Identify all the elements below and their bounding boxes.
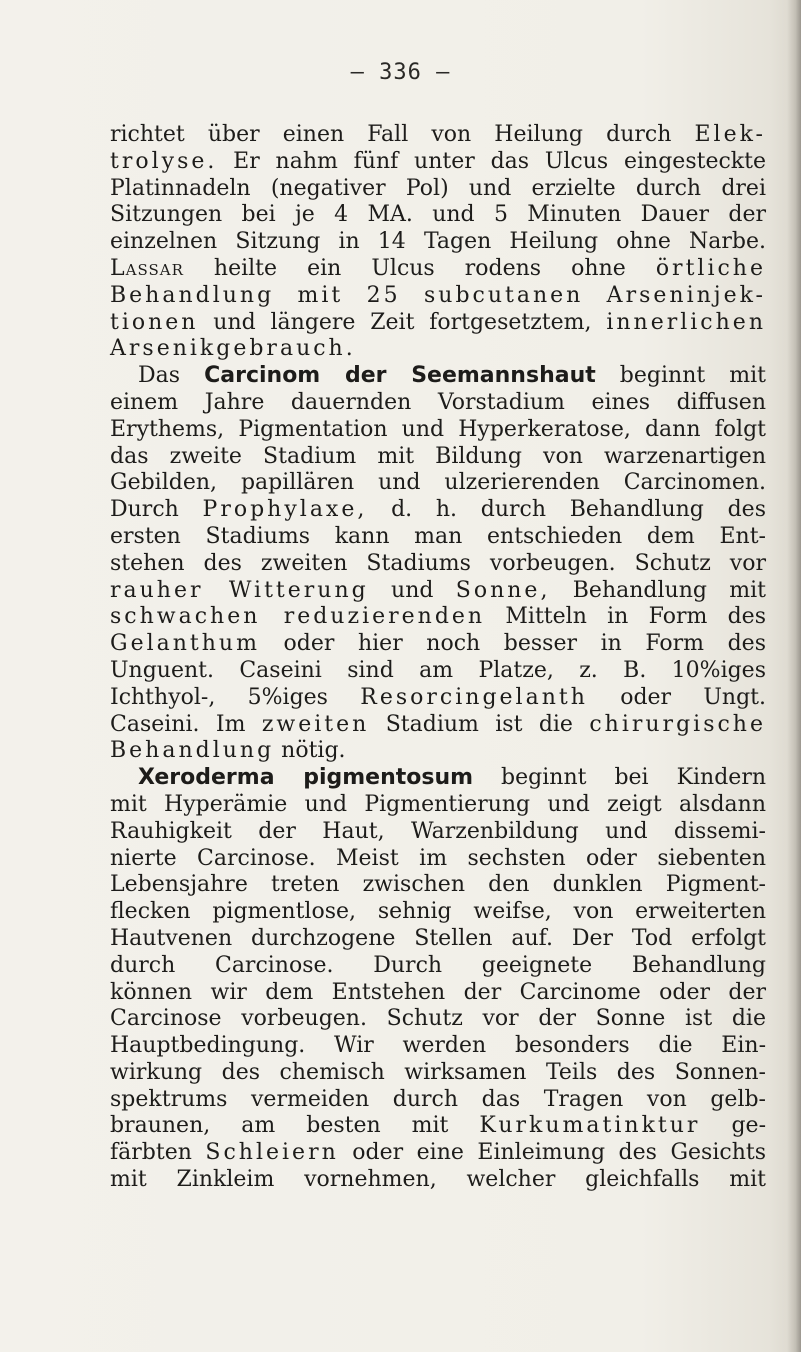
text-run: Behandlung mit	[550, 577, 766, 603]
text-run: einem Jahre dauernden Vorstadium eines diffusen	[110, 389, 766, 415]
text-line	[110, 363, 766, 390]
text-line	[110, 1167, 766, 1194]
text-run: Das	[138, 363, 205, 389]
text-run: Rauhigkeit der Haut, Warzenbildung und dissemi-	[110, 818, 766, 844]
page-number: — 336 —	[350, 60, 451, 85]
text-run: beginnt bei Kindern	[473, 765, 766, 791]
text-line	[110, 1140, 766, 1167]
spaced-emphasis: Schleiern	[205, 1140, 339, 1166]
text-run: ge-	[700, 1113, 766, 1139]
spaced-emphasis: rauher Witterung	[110, 577, 369, 603]
text-run: mit Hyperämie und Pigmentierung und zeigt alsdann	[110, 791, 766, 817]
text-line	[110, 551, 766, 578]
text-run: durch Carcinose. Durch geeignete Behandlung	[110, 952, 766, 978]
text-line	[110, 846, 766, 873]
spaced-emphasis: Gelanthum	[110, 631, 260, 657]
text-run: einzelnen Sitzung in 14 Tagen Heilung ohne Narbe.	[110, 229, 766, 255]
spaced-emphasis: zweiten	[261, 711, 370, 737]
spaced-emphasis: Elek-	[694, 122, 766, 147]
text-line	[110, 497, 766, 524]
text-run: Hauptbedingung. Wir werden besonders die Ein-	[110, 1033, 766, 1059]
text-line	[110, 926, 766, 953]
text-run: nierte Carcinose. Meist im sechsten oder siebenten	[110, 845, 766, 871]
bold-term: Xeroderma pigmentosum	[138, 765, 474, 791]
text-line	[110, 1113, 766, 1140]
text-run: oder hier noch besser in Form des	[259, 631, 766, 657]
text-run: ersten Stadiums kann man entschieden dem Ent-	[110, 523, 766, 549]
text-line	[110, 417, 766, 444]
spaced-emphasis: Behandlung mit 25 subcutanen Arseninjek-	[110, 282, 766, 308]
spaced-emphasis: tionen	[110, 309, 199, 335]
text-run: mit Zinkleim vornehmen, welcher gleichfalls mit	[110, 1167, 766, 1193]
spaced-emphasis: trolyse.	[110, 148, 218, 174]
text-run: spektrums vermeiden durch das Tragen von gelb-	[110, 1086, 766, 1112]
bold-term: Carcinom der Seemannshaut	[204, 363, 596, 389]
text-line	[110, 1060, 766, 1087]
text-run: Gebilden, papillären und ulzerierenden Carcinomen.	[110, 470, 766, 496]
text-run: Mitteln in Form des	[485, 604, 766, 630]
text-line	[110, 256, 766, 283]
text-run: Durch	[110, 497, 203, 523]
text-run: Unguent. Caseini sind am Platze, z. B. 10%iges	[110, 657, 766, 683]
text-run: flecken pigmentlose, sehnig weifse, von erweiterten	[110, 899, 766, 925]
text-line	[110, 685, 766, 712]
text-run: Carcinose vorbeugen. Schutz vor der Sonne ist die	[110, 1006, 766, 1032]
text-line	[110, 792, 766, 819]
spaced-emphasis: innerlichen	[606, 309, 766, 335]
text-run: beginnt mit	[595, 363, 766, 389]
spaced-emphasis: chirurgische	[589, 711, 766, 737]
text-line	[110, 765, 766, 792]
text-run: Hautvenen durchzogene Stellen auf. Der Tod erfolgt	[110, 925, 766, 951]
text-line	[110, 712, 766, 739]
text-run: heilte ein Ulcus rodens ohne	[183, 255, 656, 281]
text-run: Caseini. Im	[110, 711, 262, 737]
text-run: Platinnadeln (negativer Pol) und erzielte durch drei	[110, 175, 766, 201]
spaced-emphasis: Prophylaxe,	[202, 497, 368, 523]
text-run: Sitzungen bei je 4 MA. und 5 Minuten Dauer der	[110, 202, 766, 228]
text-line	[110, 819, 766, 846]
text-line	[110, 176, 766, 203]
text-line	[110, 202, 766, 229]
text-line	[110, 578, 766, 605]
spaced-emphasis: Resorcingelanth	[360, 684, 588, 710]
text-line	[110, 149, 766, 176]
spaced-emphasis: Behandlung	[110, 738, 275, 764]
text-run: Ichthyol-, 5%iges	[110, 684, 361, 710]
spaced-emphasis: Arsenikgebrauch.	[110, 336, 356, 362]
text-line	[110, 631, 766, 658]
spaced-emphasis: Kurkumatinktur	[479, 1113, 701, 1139]
text-line	[110, 524, 766, 551]
text-line	[110, 390, 766, 417]
text-run: und	[368, 577, 456, 603]
text-run: Stadium ist die	[369, 711, 590, 737]
text-line	[110, 658, 766, 685]
author-name: Lassar	[110, 255, 184, 281]
page-edge-shadow	[787, 0, 801, 1352]
text-line	[110, 229, 766, 256]
text-line	[110, 899, 766, 926]
text-line	[110, 310, 766, 337]
text-run: Erythems, Pigmentation und Hyperkeratose, dann folgt	[110, 416, 766, 442]
text-line	[110, 1033, 766, 1060]
spaced-emphasis: örtliche	[655, 255, 766, 281]
text-line	[110, 980, 766, 1007]
text-line	[110, 1006, 766, 1033]
text-line	[110, 953, 766, 980]
spaced-emphasis: schwachen reduzierenden	[110, 604, 486, 630]
text-run: oder eine Einleimung des Gesichts	[338, 1140, 766, 1166]
text-line	[110, 283, 766, 310]
text-line	[110, 738, 766, 765]
text-run: braunen, am besten mit	[110, 1113, 480, 1139]
text-line	[110, 336, 766, 363]
text-line	[110, 1087, 766, 1114]
text-line	[110, 470, 766, 497]
text-run: färbten	[110, 1140, 206, 1166]
text-line	[110, 872, 766, 899]
text-run: oder Ungt.	[587, 684, 766, 710]
page-body-text	[110, 122, 766, 1194]
text-line	[110, 604, 766, 631]
text-line	[110, 444, 766, 471]
text-run: stehen des zweiten Stadiums vorbeugen. Schutz vor	[110, 550, 766, 576]
text-run: Er nahm fünf unter das Ulcus eingesteckte	[217, 148, 766, 174]
text-run: und längere Zeit fortgesetztem,	[198, 309, 607, 335]
text-run: d. h. durch Behandlung des	[367, 497, 766, 523]
text-run: das zweite Stadium mit Bildung von warzenartigen	[110, 443, 766, 469]
text-run: Lebensjahre treten zwischen den dunklen Pigment-	[110, 872, 766, 898]
spaced-emphasis: Sonne,	[455, 577, 551, 603]
text-run: können wir dem Entstehen der Carcinome oder der	[110, 979, 766, 1005]
text-run: nötig.	[274, 738, 346, 764]
text-run: richtet über einen Fall von Heilung durch	[110, 122, 695, 147]
text-run: wirkung des chemisch wirksamen Teils des Sonnen-	[110, 1059, 766, 1085]
text-line	[110, 122, 766, 149]
